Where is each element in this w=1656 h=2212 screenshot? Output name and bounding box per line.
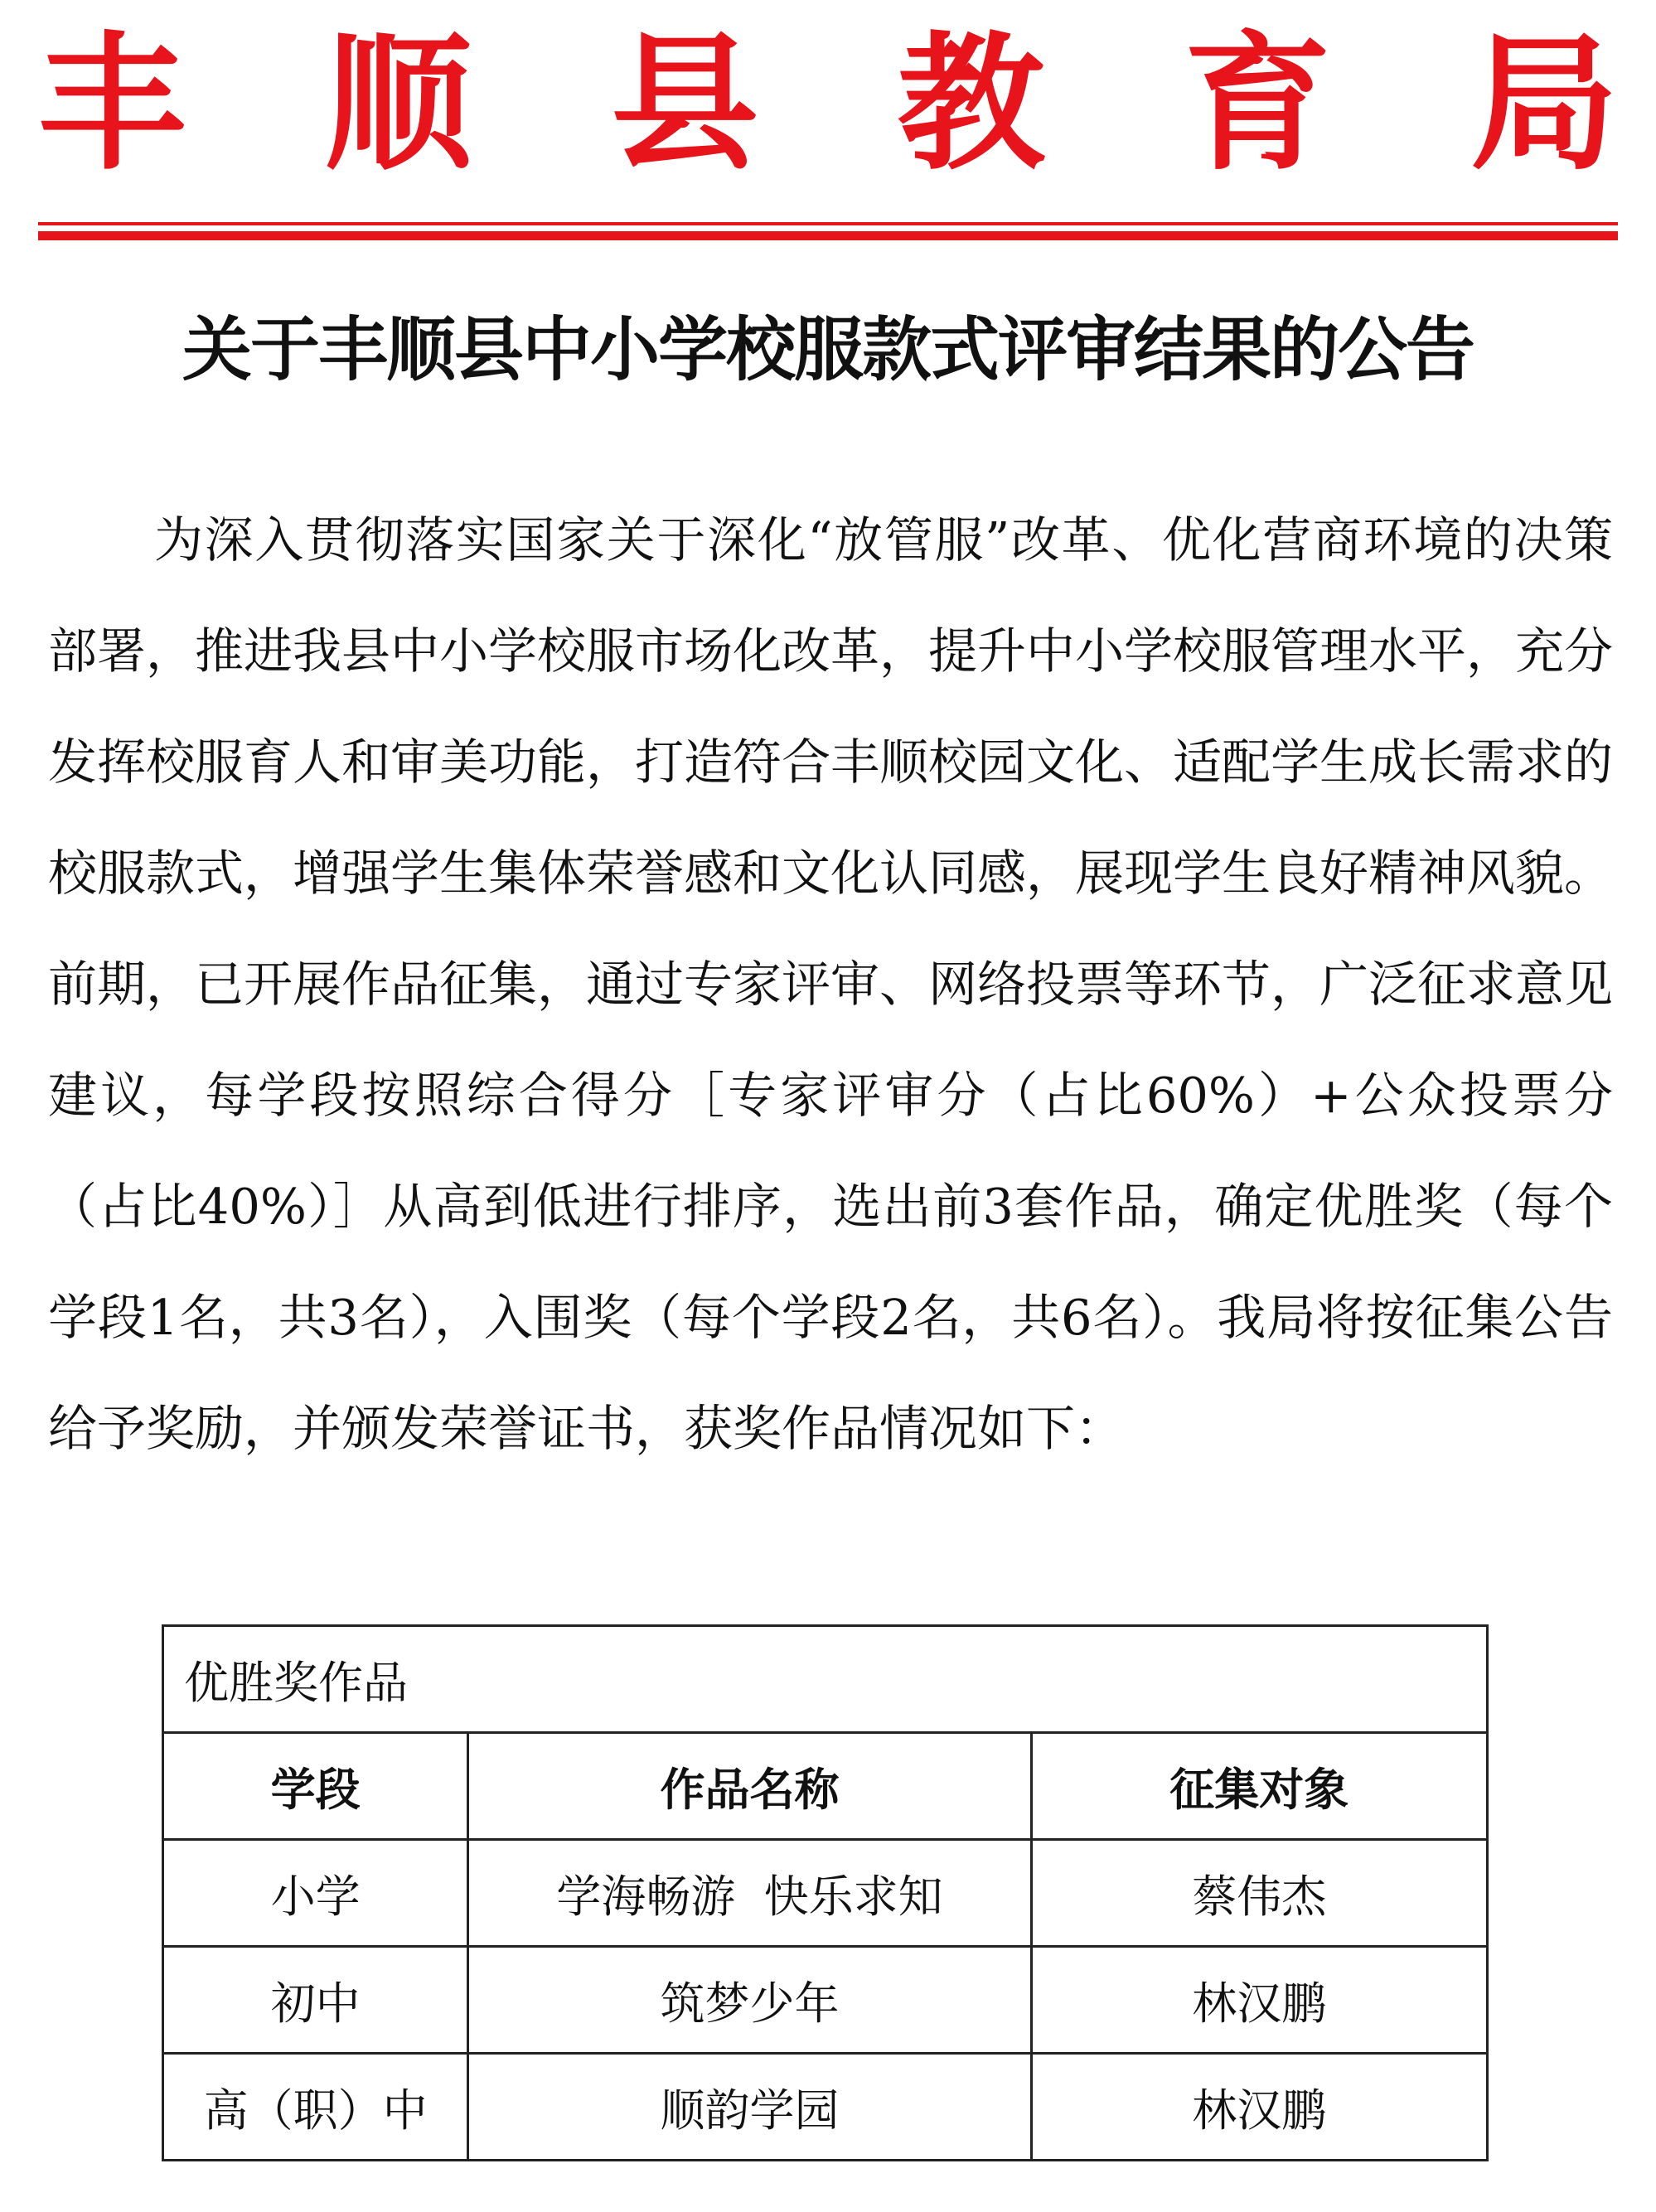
red-divider-thick [38,231,1618,240]
letterhead-char: 育 [1184,17,1332,190]
cell-stage: 高（职）中 [163,2054,468,2161]
letterhead-char: 丰 [38,17,186,190]
table-row [163,2054,1488,2161]
letterhead-char: 教 [897,17,1045,190]
document-title: 关于丰顺县中小学校服款式评审结果的公告 [182,309,1474,390]
column-header-author: 征集对象 [1031,1733,1487,1840]
cell-author: 林汉鹏 [1031,1947,1487,2054]
cell-stage: 小学 [163,1840,468,1947]
cell-work-name: 学海畅游 快乐求知 [468,1840,1031,1947]
cell-stage: 初中 [163,1947,468,2054]
column-header-stage: 学段 [163,1733,468,1840]
letterhead [38,17,1618,190]
table-row [163,1840,1488,1947]
table-row [163,1947,1488,2054]
letterhead-char: 局 [1470,17,1618,190]
table-caption: 优胜奖作品 [163,1626,1488,1733]
cell-author: 蔡伟杰 [1031,1840,1487,1947]
cell-work-name: 顺韵学园 [468,2054,1031,2161]
letterhead-char: 顺 [324,17,472,190]
red-divider-thin [38,222,1618,225]
cell-work-name: 筑梦少年 [468,1947,1031,2054]
table-header-row [163,1733,1488,1840]
table-caption-row [163,1626,1488,1733]
cell-author: 林汉鹏 [1031,2054,1487,2161]
letterhead-char: 县 [611,17,759,190]
column-header-work-name: 作品名称 [468,1733,1031,1840]
body-paragraph: 为深入贯彻落实国家关于深化“放管服”改革、优化营商环境的决策部署，推进我县中小学校服市场化改革，提升中小学校服管理水平，充分发挥校服育人和审美功能，打造符合丰顺校园文化、适配学生成长需求的校服款式，增强学生集体荣誉感和文化认同感，展现学生良好精神风貌。前期，已开展作品征集，通过专家评审、网络投票等环节，广泛征求意见建议，每学段按照综合得分［专家评审分（占比60%）+公众投票分（占比40%）］从高到低进行排序，选出前3套作品，确定优胜奖（每个学段1名，共3名），入围奖（每个学段2名，共6名）。我局将按征集公告给予奖励，并颁发荣誉证书，获奖作品情况如下： [48,511,1614,1457]
award-table [162,1624,1489,2161]
